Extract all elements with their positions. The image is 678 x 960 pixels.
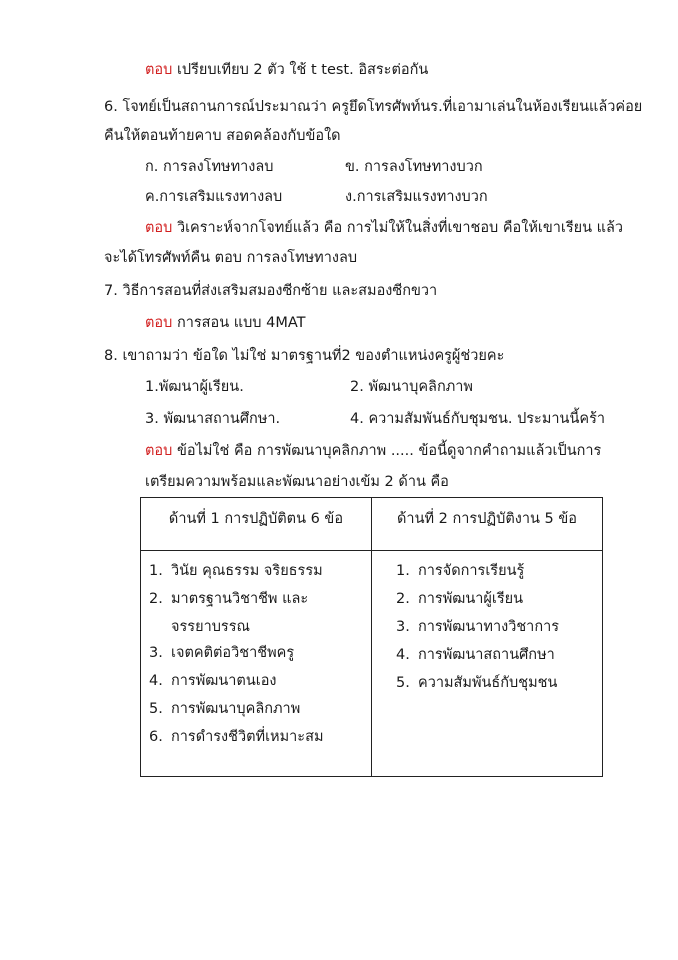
answer-label: ตอบ xyxy=(145,315,173,331)
list-item-number: 5. xyxy=(396,675,410,691)
q8-answer-line2: เตรียมความพร้อมและพัฒนาอย่างเข้ม 2 ด้าน คือ xyxy=(145,474,449,490)
q7-question: 7. วิธีการสอนที่ส่งเสริมสมองซีกซ้าย และสมองซีกขวา xyxy=(104,283,438,299)
list-item-text: ความสัมพันธ์กับชุมชน xyxy=(418,675,558,691)
list-item xyxy=(372,589,602,617)
list-item-text: การพัฒนาตนเอง xyxy=(171,673,277,689)
table-header-col2 xyxy=(372,498,603,551)
list-item-text: การพัฒนาทางวิชาการ xyxy=(418,619,560,635)
list-item xyxy=(141,643,371,671)
list-item-text: การพัฒนาผู้เรียน xyxy=(418,591,524,607)
q6-option-c: ค.การเสริมแรงทางลบ xyxy=(145,189,283,205)
list-item-text: การพัฒนาสถานศึกษา xyxy=(418,647,555,663)
q6-question-line1: 6. โจทย์เป็นสถานการณ์ประมาณว่า ครูยึดโทรศัพท์นร.ที่เอามาเล่นในห้องเรียนแล้วค่อย xyxy=(104,99,643,115)
q8-answer-line1 xyxy=(145,441,601,461)
list-item-text: เจตคติต่อวิชาชีพครู xyxy=(171,645,295,661)
q7-answer xyxy=(145,313,306,333)
list-item-number: 6. xyxy=(149,729,163,745)
q6-answer-line1 xyxy=(145,218,623,238)
list-item-number: 3. xyxy=(396,619,410,635)
q8-option-2: 2. พัฒนาบุคลิกภาพ xyxy=(350,379,473,395)
q6-answer-text: วิเคราะห์จากโจทย์แล้ว คือ การไม่ให้ในสิ่งที่เขาชอบ คือให้เขาเรียน แล้ว xyxy=(176,220,624,236)
table-header-col1 xyxy=(141,498,372,551)
table-col1-cell xyxy=(141,551,372,777)
list-item xyxy=(141,671,371,699)
list-item-number: 1. xyxy=(149,563,163,579)
answer-label: ตอบ xyxy=(145,62,173,78)
q8-answer-text: ข้อไม่ใช่ คือ การพัฒนาบุคลิกภาพ ..... ข้อนี้ดูจากคำถามแล้วเป็นการ xyxy=(176,443,602,459)
table-col2-cell xyxy=(372,551,603,777)
col2-header-text: ด้านที่ 2 การปฏิบัติงาน 5 ข้อ xyxy=(397,511,577,527)
list-item-text: จรรยาบรรณ xyxy=(171,619,250,635)
list-item-number: 3. xyxy=(149,645,163,661)
list-item xyxy=(372,645,602,673)
q8-option-4: 4. ความสัมพันธ์กับชุมชน. ประมานนี้คร้า xyxy=(350,411,606,427)
q8-question: 8. เขาถามว่า ข้อใด ไม่ใช่ มาตรฐานที่2 ของตำแหน่งครูผู้ช่วยคะ xyxy=(104,348,505,364)
list-item-text: การดำรงชีวิตที่เหมาะสม xyxy=(171,729,324,745)
list-item-text: วินัย คุณธรรม จริยธรรม xyxy=(171,563,323,579)
q6-question-line2: คืนให้ตอนท้ายคาบ สอดคล้องกับข้อใด xyxy=(104,128,341,144)
q6-option-a: ก. การลงโทษทางลบ xyxy=(145,159,274,175)
standards-table xyxy=(140,497,603,777)
answer-label: ตอบ xyxy=(145,443,173,459)
q6-answer-line2: จะได้โทรศัพท์คืน ตอบ การลงโทษทางลบ xyxy=(104,250,358,266)
list-item xyxy=(372,617,602,645)
list-item xyxy=(141,589,371,617)
col1-header-text: ด้านที่ 1 การปฏิบัติตน 6 ข้อ xyxy=(168,511,344,527)
col1-list xyxy=(141,551,371,755)
list-item-number: 2. xyxy=(149,591,163,607)
list-item-number: 1. xyxy=(396,563,410,579)
q6-option-b: ข. การลงโทษทางบวก xyxy=(345,159,483,175)
list-item xyxy=(141,617,371,643)
list-item-number: 5. xyxy=(149,701,163,717)
col2-list xyxy=(372,551,602,701)
list-item-text: การจัดการเรียนรู้ xyxy=(418,563,525,579)
q8-option-3: 3. พัฒนาสถานศึกษา. xyxy=(145,411,281,427)
q6-option-d: ง.การเสริมแรงทางบวก xyxy=(345,189,488,205)
answer-label: ตอบ xyxy=(145,220,173,236)
q5-answer xyxy=(145,60,428,80)
list-item-text: มาตรฐานวิชาชีพ และ xyxy=(171,591,309,607)
list-item-number: 4. xyxy=(149,673,163,689)
list-item xyxy=(141,699,371,727)
q7-answer-text: การสอน แบบ 4MAT xyxy=(176,315,306,331)
list-item xyxy=(141,727,371,755)
list-item xyxy=(141,561,371,589)
q5-answer-text: เปรียบเทียบ 2 ตัว ใช้ t test. อิสระต่อกัน xyxy=(176,62,429,78)
q8-option-1: 1.พัฒนาผู้เรียน. xyxy=(145,379,244,395)
list-item xyxy=(372,673,602,701)
list-item-text: การพัฒนาบุคลิกภาพ xyxy=(171,701,301,717)
list-item-number: 2. xyxy=(396,591,410,607)
list-item-number: 4. xyxy=(396,647,410,663)
list-item xyxy=(372,561,602,589)
